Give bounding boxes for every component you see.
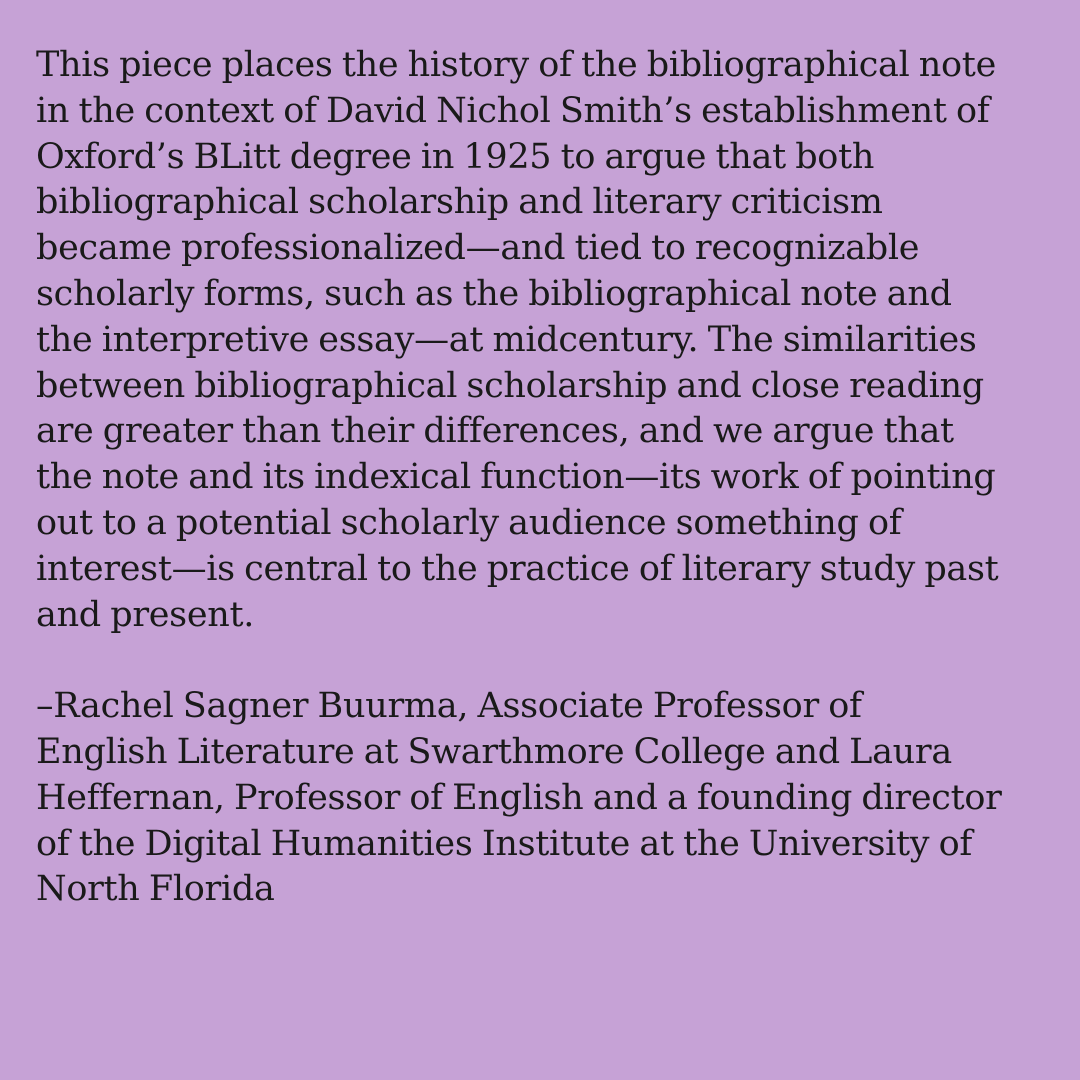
abstract-line: bibliographical scholarship and literary criticism — [36, 182, 883, 223]
abstract-line: scholarly forms, such as the bibliographical note and — [36, 273, 952, 314]
attribution-line: English Literature at Swarthmore College and Laura — [36, 731, 952, 772]
abstract-line: the note and its indexical function—its work of pointing — [36, 457, 996, 498]
abstract-line: are greater than their differences, and we argue that — [36, 411, 954, 452]
abstract-line: interest—is central to the practice of literary study past — [36, 548, 999, 589]
abstract-line: between bibliographical scholarship and close reading — [36, 365, 984, 406]
abstract-line: the interpretive essay—at midcentury. The similarities — [36, 319, 977, 360]
text-block — [36, 43, 1056, 913]
abstract-line: and present. — [36, 594, 255, 635]
abstract-line: This piece places the history of the bibliographical note — [36, 45, 996, 85]
abstract-line: in the context of David Nichol Smith’s establishment of — [36, 90, 990, 131]
attribution-line: –Rachel Sagner Buurma, Associate Professor of — [36, 686, 862, 727]
abstract-line: Oxford’s BLitt degree in 1925 to argue that both — [36, 136, 875, 177]
abstract-line: became professionalized—and tied to recognizable — [36, 228, 920, 269]
attribution-line: Heffernan, Professor of English and a founding director — [36, 777, 1002, 818]
abstract-line: out to a potential scholarly audience something of — [36, 502, 902, 543]
attribution-paragraph — [36, 684, 1056, 913]
abstract-paragraph — [36, 43, 1056, 638]
attribution-line: of the Digital Humanities Institute at the University of — [36, 823, 973, 864]
paragraph-gap — [36, 638, 1056, 684]
attribution-line: North Florida — [36, 869, 275, 910]
